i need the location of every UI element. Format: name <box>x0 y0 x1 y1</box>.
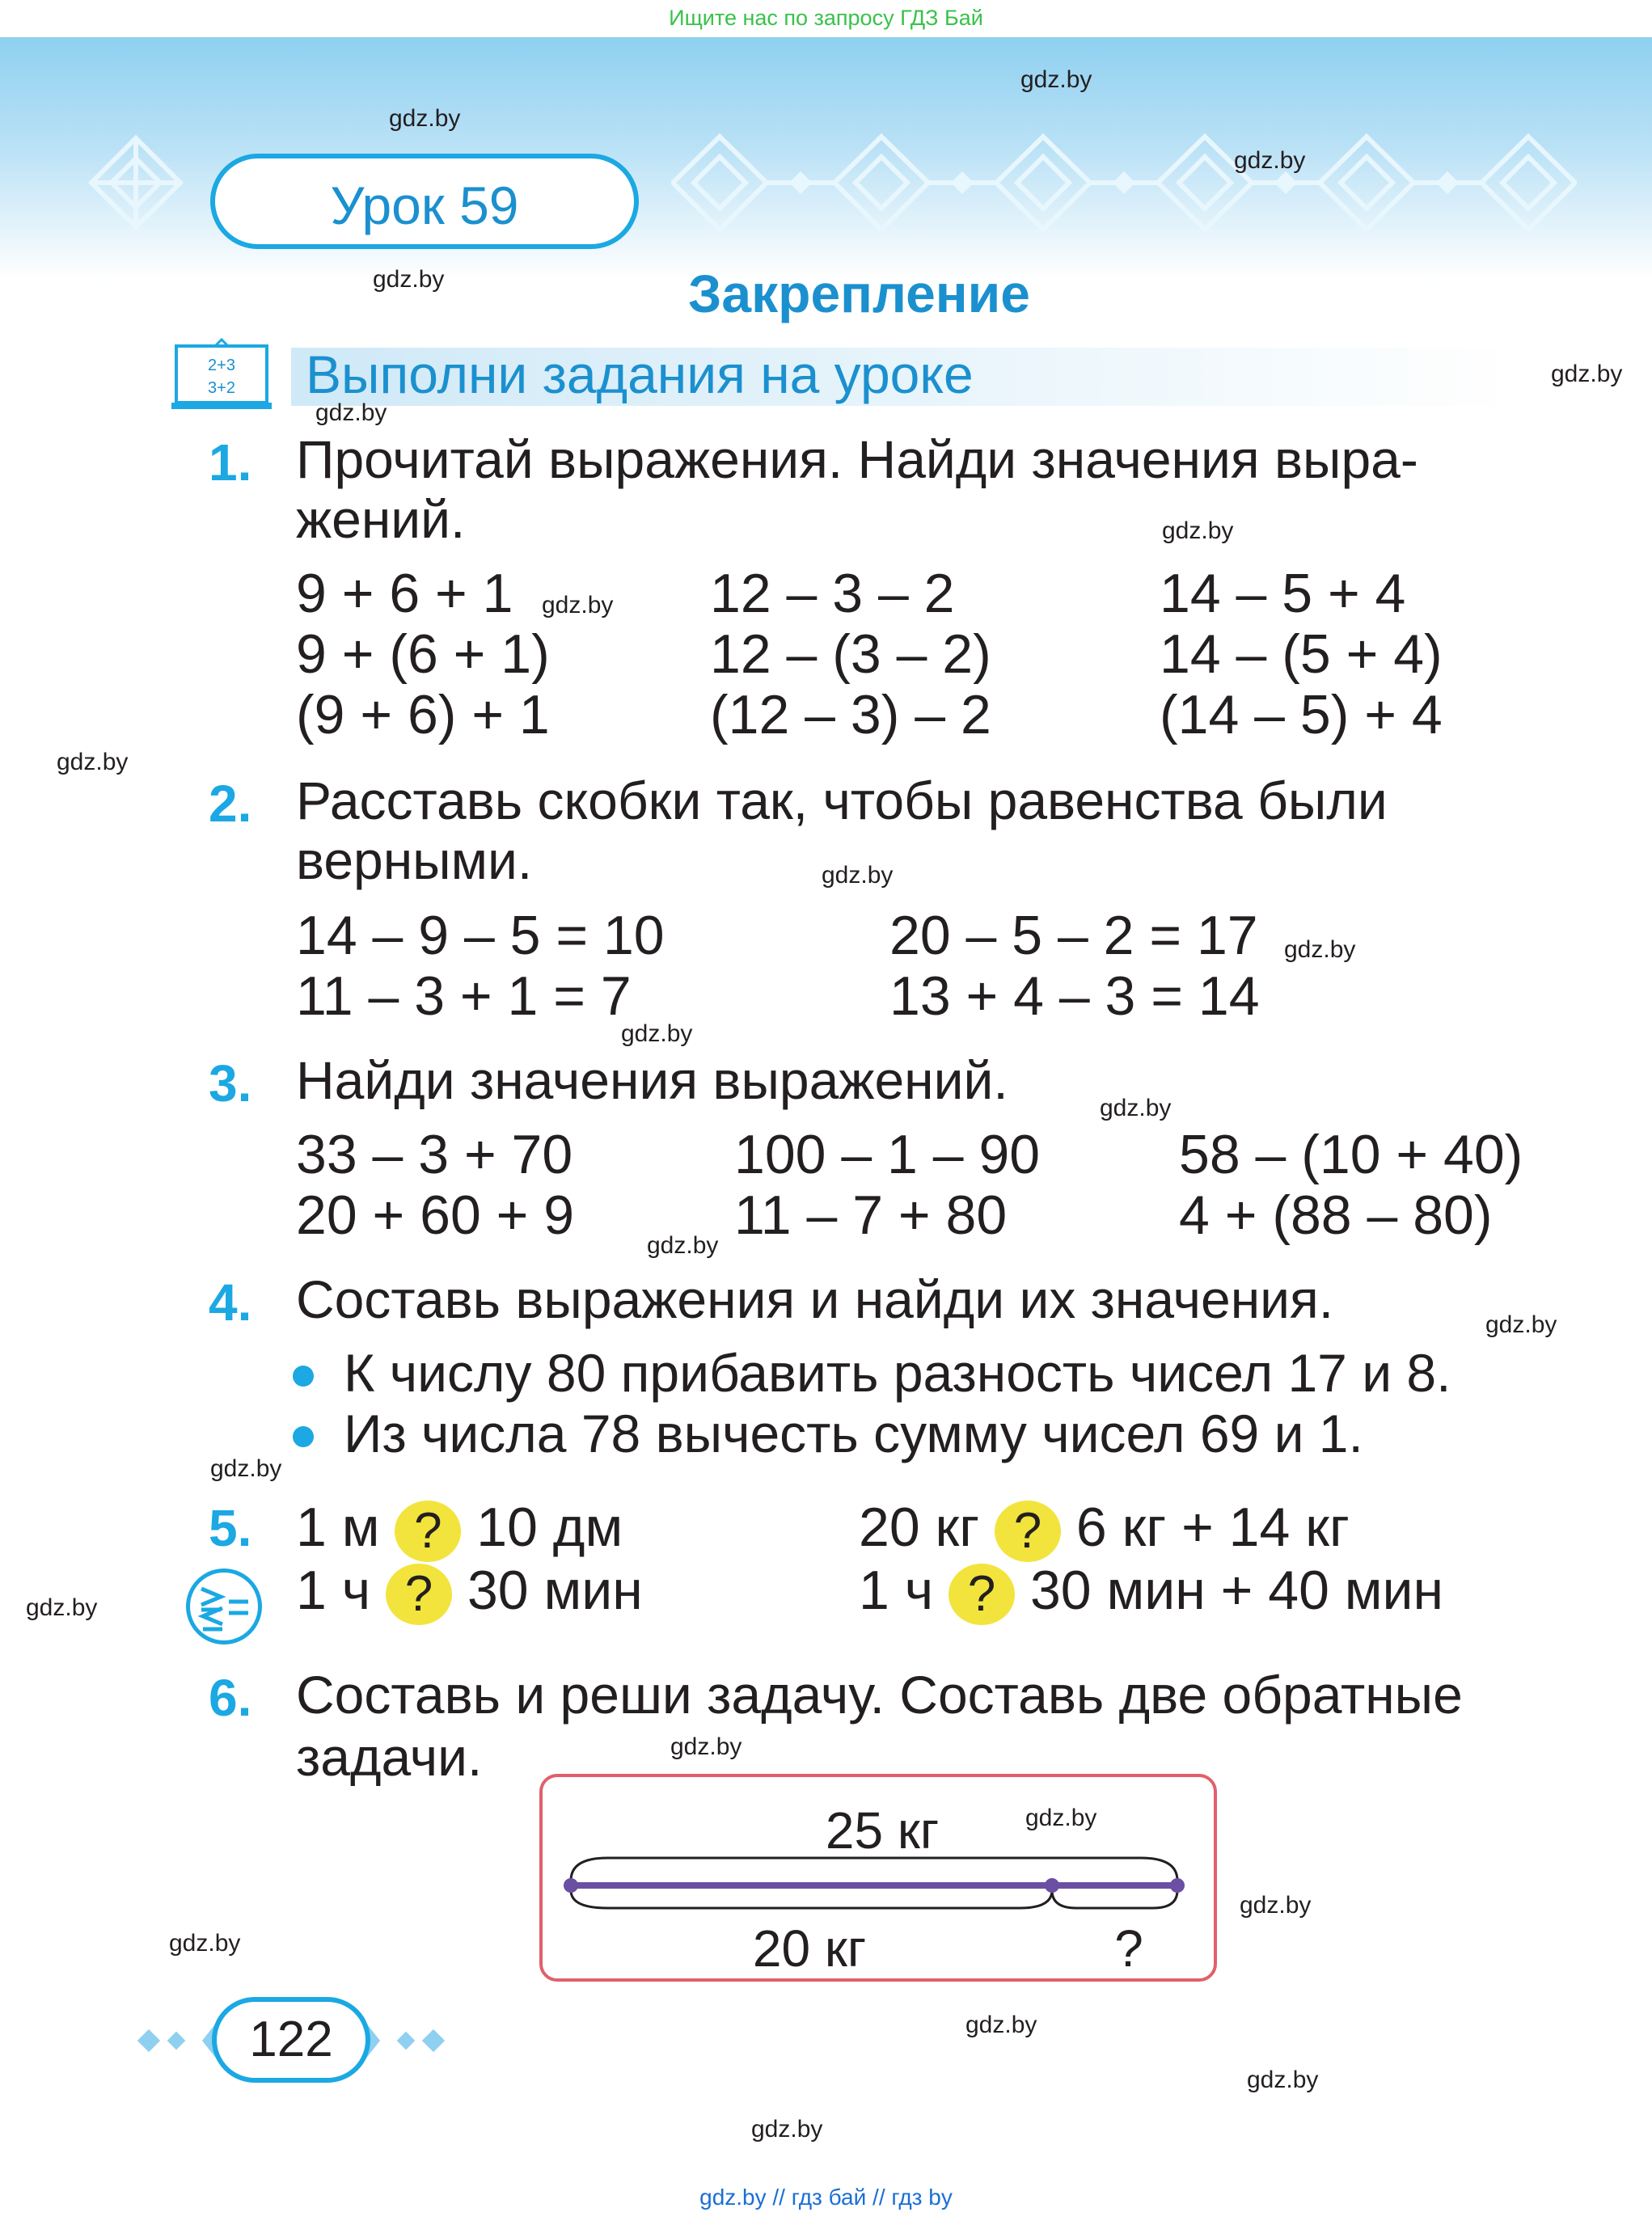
task-1-number: 1. <box>209 433 252 492</box>
task-2-text: Расставь скобки так, чтобы равенства были <box>296 771 1388 830</box>
task-3-expression: 100 – 1 – 90 <box>734 1124 1041 1185</box>
segment-diagram-svg <box>543 1777 1214 1979</box>
watermark: gdz.by <box>822 862 894 889</box>
segment-start-point <box>564 1878 578 1893</box>
part2-brace <box>1052 1890 1177 1908</box>
diagram-unknown-label: ? <box>1114 1919 1143 1978</box>
compare-right: 30 мин + 40 мин <box>1029 1560 1444 1621</box>
task-2-equation: 13 + 4 – 3 = 14 <box>889 965 1260 1027</box>
watermark: gdz.by <box>1551 361 1623 387</box>
compare-right: 6 кг + 14 кг <box>1075 1497 1350 1558</box>
watermark: gdz.by <box>1284 936 1356 963</box>
task-3-expression: 58 – (10 + 40) <box>1179 1124 1523 1185</box>
part1-brace <box>571 1890 1052 1908</box>
diagram-part1-label: 20 кг <box>752 1919 867 1978</box>
task-2-equation: 11 – 3 + 1 = 7 <box>296 965 632 1027</box>
task-1-text: Прочитай выражения. Найди значения выра- <box>296 429 1418 489</box>
section-title: Закрепление <box>688 264 1030 323</box>
lesson-title: Урок 59 <box>210 154 639 249</box>
task-3-expression: 33 – 3 + 70 <box>296 1124 573 1185</box>
watermark: gdz.by <box>1025 1805 1097 1831</box>
task-4-text: Составь выражения и найди их значения. <box>296 1269 1334 1329</box>
task-1-expression: 14 – 5 + 4 <box>1160 563 1406 624</box>
segment-end-point <box>1170 1878 1185 1893</box>
watermark: gdz.by <box>1100 1095 1172 1121</box>
watermark: gdz.by <box>1162 517 1234 544</box>
footer-links[interactable]: gdz.by // гдз бай // гдз by <box>699 2185 953 2210</box>
question-bubble[interactable]: ? <box>995 1501 1061 1562</box>
watermark: gdz.by <box>1234 147 1306 174</box>
watermark: gdz.by <box>373 266 445 293</box>
watermark: gdz.by <box>169 1930 241 1957</box>
compare-glyph-icon <box>190 1573 258 1640</box>
blackboard-icon <box>171 338 272 412</box>
board-line-2: 3+2 <box>208 379 235 397</box>
task-2-text-cont: верными. <box>296 830 533 890</box>
watermark: gdz.by <box>647 1232 719 1259</box>
task-1-expression: (12 – 3) – 2 <box>710 684 991 745</box>
task-5-number: 5. <box>209 1499 252 1557</box>
task-1-expression: 9 + (6 + 1) <box>296 623 550 685</box>
task-2-equation: 20 – 5 – 2 = 17 <box>889 905 1258 966</box>
task-4-item: К числу 80 прибавить разность чисел 17 и 8. <box>344 1343 1451 1403</box>
task-6-number: 6. <box>209 1669 252 1727</box>
task-3-expression: 20 + 60 + 9 <box>296 1184 575 1246</box>
watermark: gdz.by <box>621 1020 693 1047</box>
total-brace <box>571 1858 1177 1881</box>
watermark: gdz.by <box>315 399 387 426</box>
task-1-expression: 14 – (5 + 4) <box>1160 623 1443 685</box>
question-bubble[interactable]: ? <box>949 1564 1015 1625</box>
task-1-expression: (9 + 6) + 1 <box>296 684 550 745</box>
watermark: gdz.by <box>1020 66 1092 93</box>
bullet-icon <box>293 1366 314 1387</box>
compare-left: 1 ч <box>859 1560 934 1621</box>
board-line-1: 2+3 <box>208 357 235 374</box>
segment-diagram <box>539 1774 1217 1982</box>
task-4-item: Из числа 78 вычесть сумму чисел 69 и 1. <box>344 1404 1363 1463</box>
task-5-comparison <box>296 1496 623 1562</box>
task-5-comparison <box>859 1559 1443 1625</box>
question-bubble[interactable]: ? <box>386 1564 452 1625</box>
watermark: gdz.by <box>1485 1311 1557 1338</box>
task-5-comparison <box>859 1496 1350 1562</box>
ornament-strip-icon <box>671 133 1577 234</box>
watermark: gdz.by <box>751 2116 823 2143</box>
task-1-expression: (14 – 5) + 4 <box>1160 684 1443 745</box>
snowflake-ornament-icon <box>87 134 184 231</box>
task-1-expression: 9 + 6 + 1 <box>296 563 513 624</box>
compare-right: 10 дм <box>476 1497 623 1558</box>
task-1-expression: 12 – (3 – 2) <box>710 623 991 685</box>
task-3-expression: 4 + (88 – 80) <box>1179 1184 1493 1246</box>
page-number: 122 <box>212 1997 370 2083</box>
task-3-expression: 11 – 7 + 80 <box>734 1184 1008 1246</box>
task-2-equation: 14 – 9 – 5 = 10 <box>296 905 665 966</box>
compare-left: 1 м <box>296 1497 380 1558</box>
bullet-icon <box>293 1426 314 1447</box>
task-6-text: Составь и реши задачу. Составь две обратные <box>296 1665 1463 1725</box>
watermark: gdz.by <box>57 749 129 775</box>
diagram-total-label: 25 кг <box>825 1801 940 1860</box>
watermark: gdz.by <box>210 1455 282 1482</box>
task-2-number: 2. <box>209 775 252 833</box>
instruction-text: Выполни задания на уроке <box>306 344 974 404</box>
task-1-text-cont: жений. <box>296 489 466 549</box>
segment-mid-point <box>1045 1878 1059 1893</box>
task-3-number: 3. <box>209 1054 252 1112</box>
task-5-comparison <box>296 1559 643 1625</box>
top-banner-link[interactable]: Ищите нас по запросу ГДЗ Бай <box>669 6 983 30</box>
compare-left: 1 ч <box>296 1560 371 1621</box>
watermark: gdz.by <box>26 1594 98 1621</box>
watermark: gdz.by <box>1240 1892 1312 1919</box>
watermark: gdz.by <box>670 1733 742 1760</box>
compare-right: 30 мин <box>467 1560 643 1621</box>
watermark: gdz.by <box>542 592 614 619</box>
task-1-expression: 12 – 3 – 2 <box>710 563 955 624</box>
task-3-text: Найди значения выражений. <box>296 1050 1008 1110</box>
compare-signs-icon <box>186 1568 262 1644</box>
task-6-text-cont: задачи. <box>296 1727 483 1787</box>
question-bubble[interactable]: ? <box>395 1501 461 1562</box>
watermark: gdz.by <box>965 2012 1037 2038</box>
task-4-number: 4. <box>209 1273 252 1332</box>
watermark: gdz.by <box>1247 2067 1319 2093</box>
watermark: gdz.by <box>389 105 461 132</box>
compare-left: 20 кг <box>859 1497 980 1558</box>
